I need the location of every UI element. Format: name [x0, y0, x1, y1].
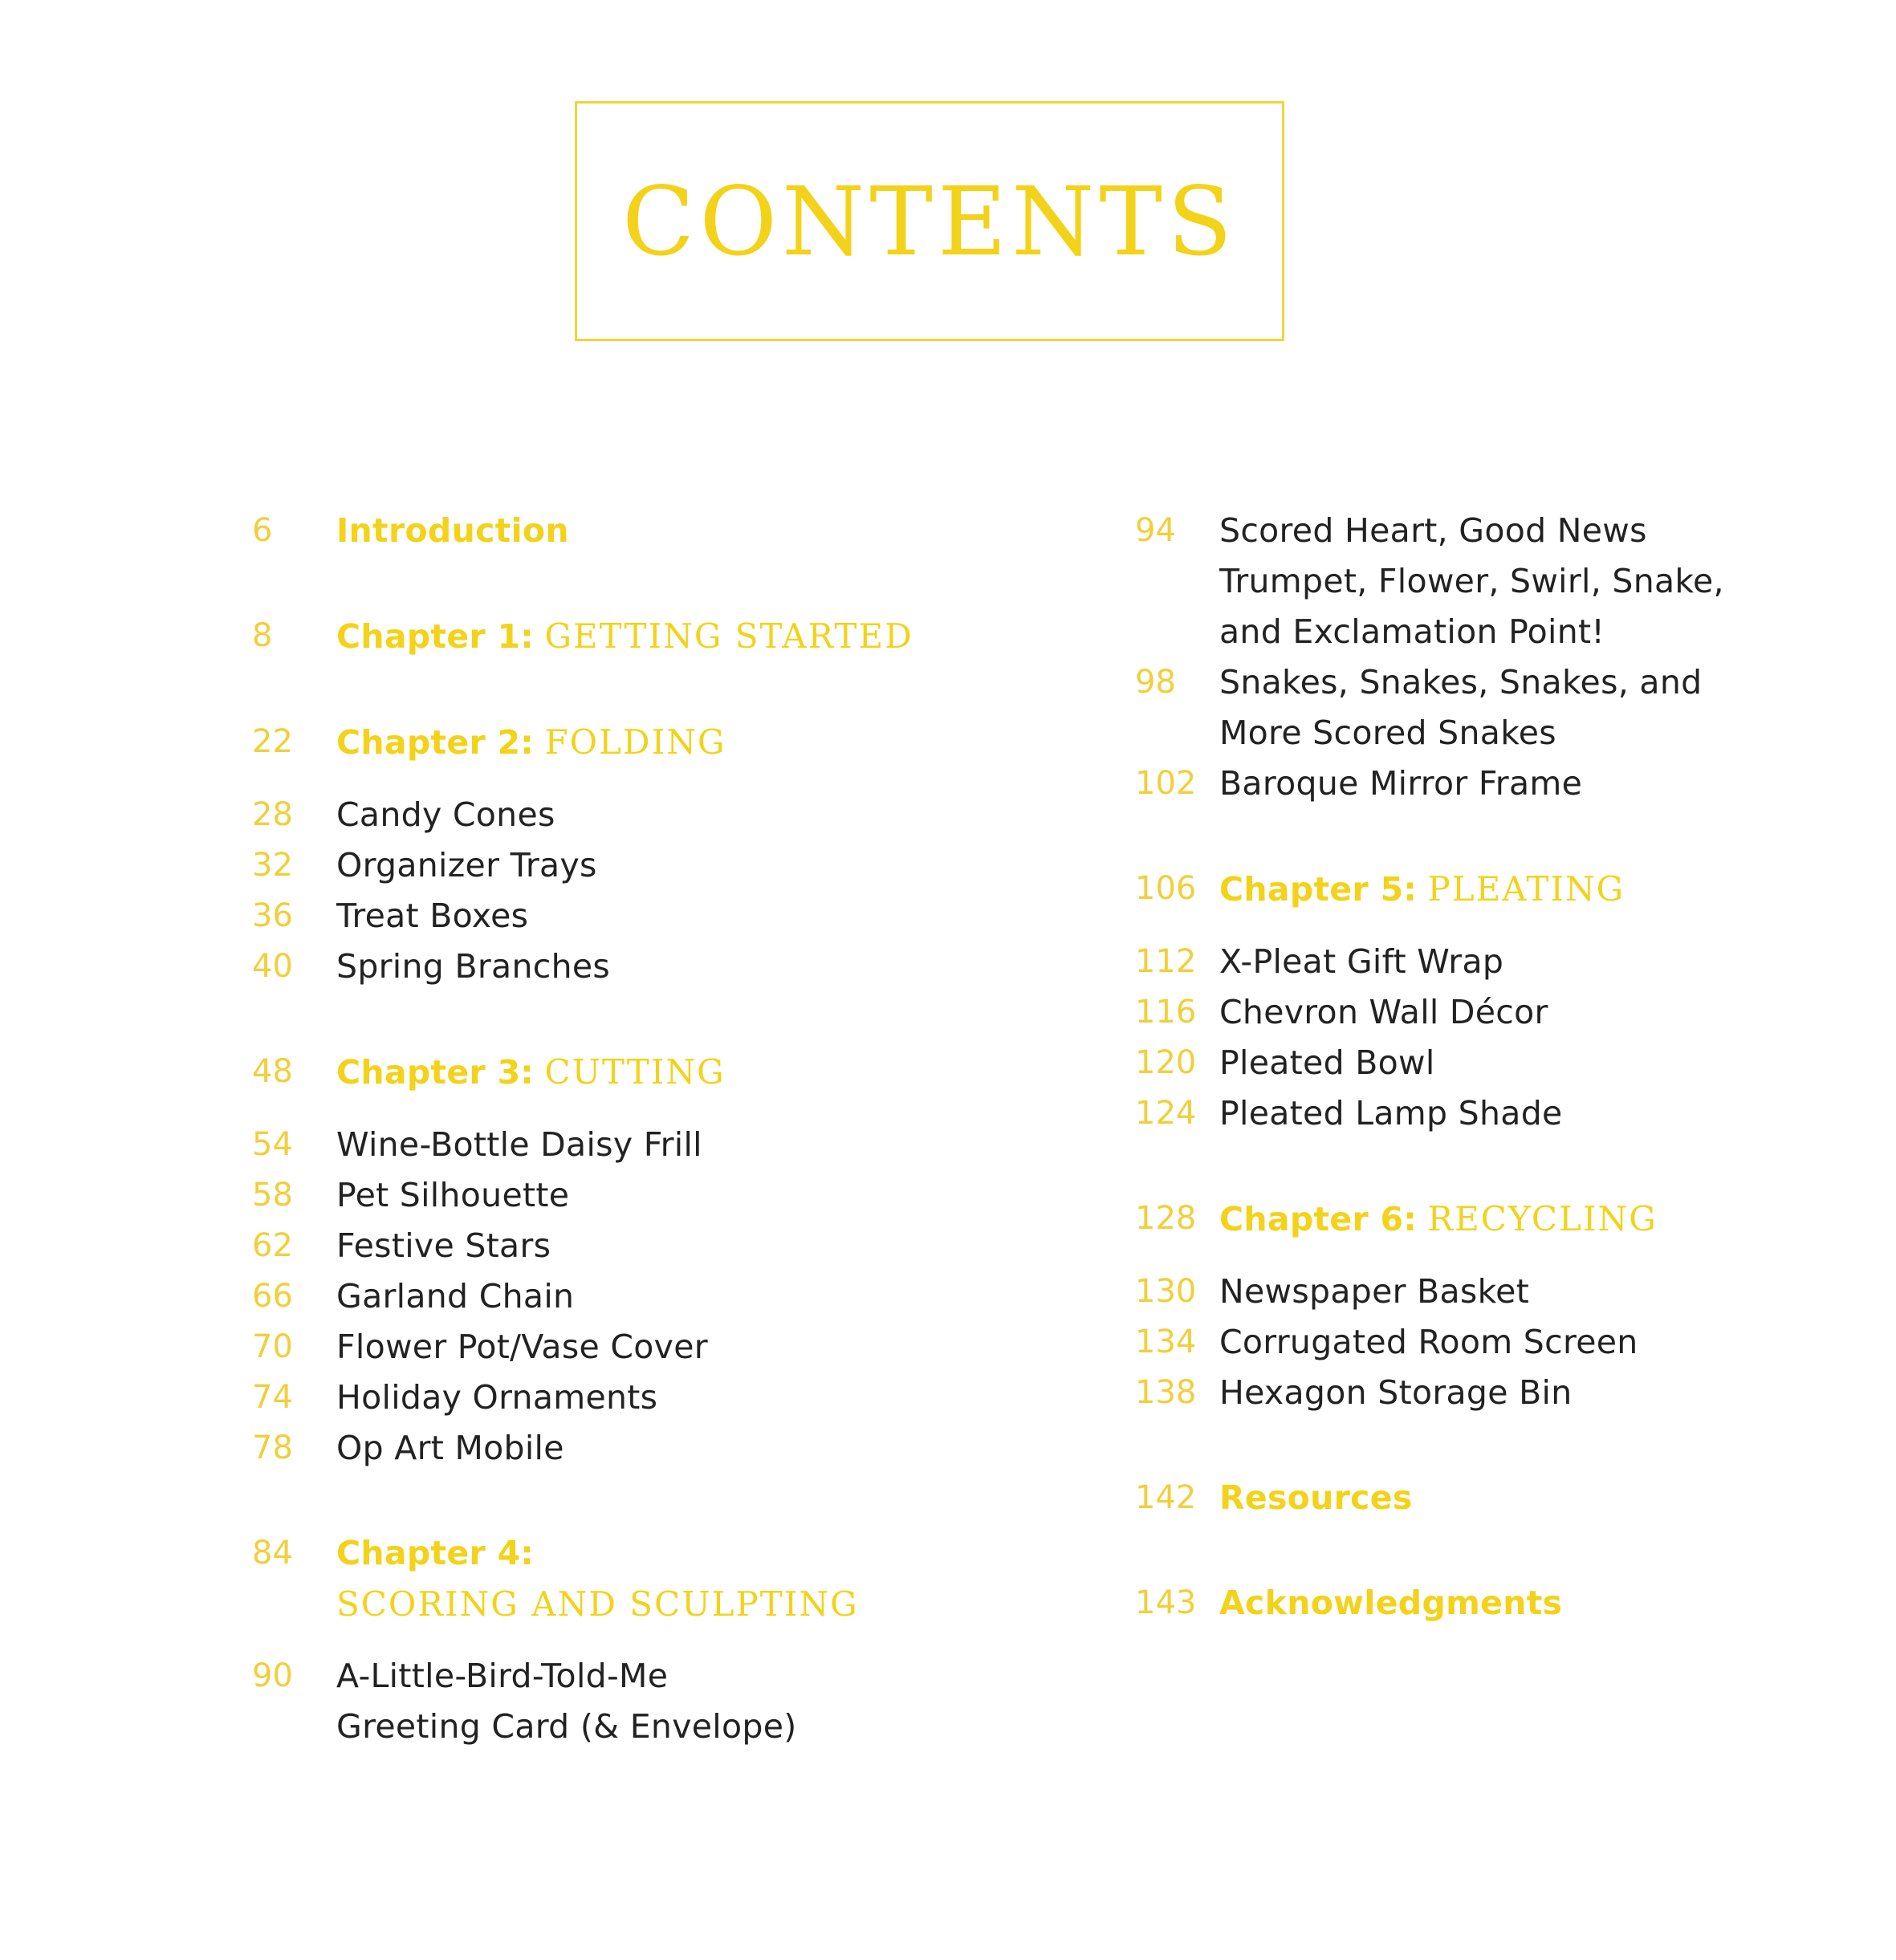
chapter-label: Chapter 6: — [1219, 1200, 1418, 1238]
toc-entry-introduction[interactable] — [252, 506, 1055, 556]
toc-entry[interactable] — [252, 1170, 1055, 1221]
entry-title: Spring Branches — [336, 947, 611, 986]
chapter-name: GETTING STARTED — [544, 616, 913, 656]
page-number: 120 — [1135, 1044, 1197, 1081]
entry-title: Newspaper Basket — [1219, 1272, 1530, 1311]
entry-title: X-Pleat Gift Wrap — [1219, 942, 1504, 981]
entry-title: Festive Stars — [336, 1226, 551, 1265]
toc-entry[interactable] — [1135, 937, 1896, 987]
entry-title: Candy Cones — [336, 795, 555, 834]
entry-title: Corrugated Room Screen — [1219, 1323, 1638, 1361]
page-number: 22 — [252, 723, 293, 760]
toc-entry[interactable] — [1135, 657, 1896, 758]
entry-title: Organizer Trays — [336, 846, 597, 884]
page-number: 6 — [252, 512, 273, 549]
page-number: 32 — [252, 847, 293, 884]
entry-title: Garland Chain — [336, 1277, 575, 1315]
chapter-label: Chapter 4: — [336, 1534, 535, 1572]
chapter-label: Chapter 3: — [336, 1053, 535, 1092]
entry-title: Pet Silhouette — [336, 1176, 570, 1214]
page-title: CONTENTS — [622, 165, 1237, 277]
page-number: 128 — [1135, 1200, 1197, 1237]
entry-title: Baroque Mirror Frame — [1219, 764, 1583, 803]
toc-chapter-6[interactable] — [1135, 1193, 1896, 1245]
entry-title: Wine-Bottle Daisy Frill — [336, 1125, 702, 1164]
page-number: 28 — [252, 796, 293, 833]
toc-entry[interactable] — [252, 1271, 1055, 1322]
entry-title: Snakes, Snakes, Snakes, and More Scored Snakes — [1219, 663, 1703, 752]
toc-left-column — [252, 506, 1055, 1752]
entry-title: Resources — [1219, 1478, 1413, 1517]
page-number: 94 — [1135, 512, 1176, 549]
page-number: 54 — [252, 1126, 293, 1163]
toc-entry[interactable] — [1135, 1317, 1896, 1368]
page-number: 98 — [1135, 664, 1176, 701]
toc-entry[interactable] — [1135, 987, 1896, 1038]
page-number: 116 — [1135, 994, 1197, 1031]
toc-entry[interactable] — [252, 1372, 1055, 1423]
toc-chapter-5[interactable] — [1135, 864, 1896, 915]
toc-chapter-4[interactable] — [252, 1528, 1055, 1629]
chapter-name: PLEATING — [1427, 869, 1625, 909]
page-number: 62 — [252, 1227, 293, 1264]
toc-entry[interactable] — [1135, 758, 1896, 809]
toc-entry[interactable] — [252, 1221, 1055, 1271]
chapter-label: Chapter 2: — [336, 723, 535, 762]
page-number: 130 — [1135, 1273, 1197, 1310]
toc-entry[interactable] — [1135, 1368, 1896, 1418]
chapter-name: CUTTING — [544, 1052, 726, 1092]
page-number: 102 — [1135, 765, 1197, 802]
chapter-label: Chapter 5: — [1219, 870, 1418, 909]
entry-title: Acknowledgments — [1219, 1584, 1563, 1622]
toc-entry[interactable] — [252, 1423, 1055, 1474]
page-number: 48 — [252, 1053, 293, 1090]
toc-entry-resources[interactable] — [1135, 1473, 1896, 1523]
entry-title: Treat Boxes — [336, 897, 529, 935]
entry-title: Holiday Ornaments — [336, 1378, 658, 1417]
toc-chapter-2[interactable] — [252, 717, 1055, 768]
toc-entry-acknowledgments[interactable] — [1135, 1578, 1896, 1629]
toc-entry[interactable] — [1135, 506, 1896, 657]
page-number: 40 — [252, 948, 293, 985]
entry-title: Hexagon Storage Bin — [1219, 1373, 1573, 1412]
chapter-name: FOLDING — [544, 722, 726, 762]
chapter-label: Chapter 1: — [336, 617, 535, 656]
toc-chapter-3[interactable] — [252, 1047, 1055, 1098]
page-number: 106 — [1135, 870, 1197, 907]
toc-right-column — [1135, 506, 1896, 1629]
entry-title: Op Art Mobile — [336, 1429, 564, 1467]
page-number: 142 — [1135, 1479, 1197, 1516]
toc-entry[interactable] — [252, 1651, 1055, 1752]
toc-chapter-1[interactable] — [252, 611, 1055, 662]
page-number: 84 — [252, 1535, 293, 1572]
toc-entry[interactable] — [252, 1120, 1055, 1170]
entry-title: A-Little-Bird-Told-Me Greeting Card (& Envelope) — [336, 1657, 797, 1746]
chapter-name: SCORING AND SCULPTING — [336, 1584, 859, 1624]
page-number: 143 — [1135, 1584, 1197, 1621]
entry-title: Scored Heart, Good News Trumpet, Flower, Swirl, Snake, and Exclamation Point! — [1219, 511, 1724, 651]
page-number: 58 — [252, 1177, 293, 1214]
entry-title: Chevron Wall Décor — [1219, 993, 1548, 1031]
page-number: 112 — [1135, 943, 1197, 980]
page-number: 70 — [252, 1328, 293, 1365]
entry-title: Introduction — [336, 511, 569, 550]
page-number: 134 — [1135, 1324, 1197, 1360]
page-number: 66 — [252, 1278, 293, 1315]
chapter-name: RECYCLING — [1427, 1199, 1658, 1238]
page-number: 78 — [252, 1429, 293, 1466]
toc-entry[interactable] — [252, 891, 1055, 941]
entry-title: Pleated Bowl — [1219, 1043, 1435, 1082]
toc-entry[interactable] — [252, 941, 1055, 992]
page-number: 74 — [252, 1379, 293, 1416]
toc-entry[interactable] — [252, 790, 1055, 840]
toc-entry[interactable] — [1135, 1038, 1896, 1088]
entry-title: Flower Pot/Vase Cover — [336, 1328, 708, 1366]
toc-entry[interactable] — [1135, 1267, 1896, 1317]
contents-title-box — [575, 101, 1284, 341]
entry-title: Pleated Lamp Shade — [1219, 1094, 1563, 1132]
page-number: 124 — [1135, 1095, 1197, 1132]
toc-entry[interactable] — [252, 1322, 1055, 1372]
page-number: 138 — [1135, 1374, 1197, 1411]
toc-entry[interactable] — [1135, 1088, 1896, 1139]
page-number: 36 — [252, 897, 293, 934]
toc-entry[interactable] — [252, 840, 1055, 891]
page-number: 90 — [252, 1657, 293, 1694]
page-number: 8 — [252, 617, 273, 654]
